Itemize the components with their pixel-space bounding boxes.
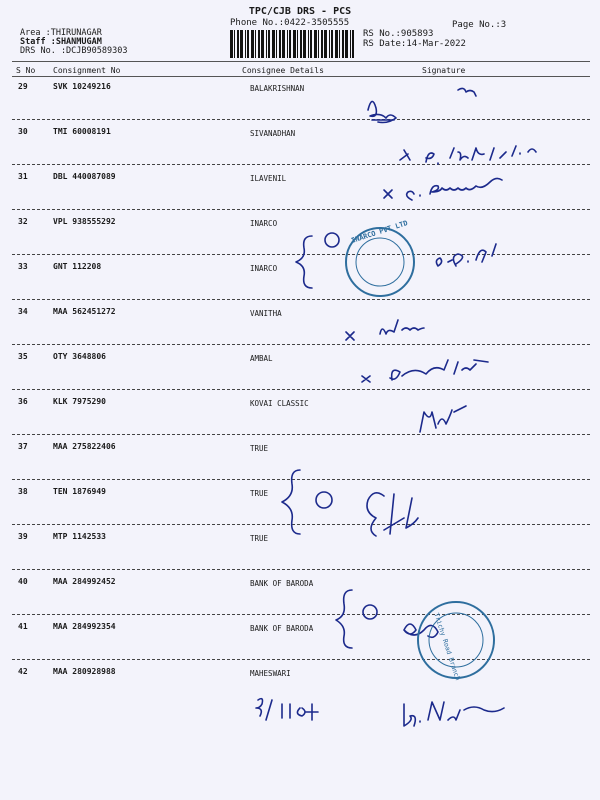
row-consignee-name: BANK OF BARODA [250, 624, 314, 633]
row-consignee-name: TRUE [250, 534, 269, 543]
signature-29 [368, 101, 396, 122]
handwritten-date-42 [256, 699, 318, 720]
row-consignment-number: OTY 3648806 [53, 352, 106, 361]
circled-mark-40 [363, 605, 377, 619]
row-consignment-number: MAA 280928988 [53, 667, 116, 676]
inarco-stamp-text: INARCO PVT LTD [350, 219, 409, 245]
column-header-consignee: Consignee Details [242, 66, 324, 75]
staff-label: Staff :SHANMUGAM [20, 37, 102, 47]
row-consignment-number: GNT 112208 [53, 262, 102, 271]
rs-number: RS No.:905893 [363, 29, 434, 39]
row-consignee-name: VANITHA [250, 309, 282, 318]
row-serial-number: 37 [18, 442, 28, 451]
signature-32-33 [436, 244, 496, 266]
signature-31 [384, 178, 502, 200]
row-serial-number: 40 [18, 577, 28, 586]
row-serial-number: 29 [18, 82, 28, 91]
row-consignment-number: SVK 10249216 [53, 82, 111, 91]
row-serial-number: 38 [18, 487, 28, 496]
row-consignee-name: BANK OF BARODA [250, 579, 314, 588]
row-consignment-number: TMI 60008191 [53, 127, 111, 136]
signature-42 [404, 702, 504, 726]
signature-37-39 [367, 493, 418, 536]
row-consignee-name: SIVANADHAN [250, 129, 296, 138]
column-header-sno: S No [16, 66, 36, 75]
row-serial-number: 32 [18, 217, 28, 226]
page-number: Page No.:3 [452, 20, 507, 30]
row-consignment-number: MAA 275822406 [53, 442, 116, 451]
rs-date: RS Date:14-Mar-2022 [363, 39, 466, 49]
row-consignee-name: BALAKRISHNAN [250, 84, 305, 93]
brace-37-39 [282, 470, 300, 534]
row-consignee-name: AMBAL [250, 354, 273, 363]
row-consignment-number: MAA 284992452 [53, 577, 116, 586]
row-consignment-number: VPL 938555292 [53, 217, 116, 226]
column-header-signature: Signature [422, 66, 466, 75]
row-serial-number: 42 [18, 667, 28, 676]
row-consignment-number: MTP 1142533 [53, 532, 106, 541]
row-consignee-name: TRUE [250, 489, 269, 498]
row-consignment-number: MAA 562451272 [53, 307, 116, 316]
row-consignment-number: KLK 7975290 [53, 397, 106, 406]
row-consignee-name: INARCO [250, 219, 278, 228]
signature-36 [420, 406, 466, 432]
row-serial-number: 31 [18, 172, 28, 181]
bank-stamp-text: Trichy Road Branch [432, 612, 462, 682]
document-title: TPC/CJB DRS - PCS [248, 6, 352, 17]
row-consignee-name: MAHESWARI [250, 669, 291, 678]
row-consignment-number: DBL 440087089 [53, 172, 116, 181]
row-consignment-number: TEN 1876949 [53, 487, 106, 496]
signature-34 [346, 320, 424, 340]
drs-number: DRS No. :DCJB90589303 [20, 46, 128, 56]
row-serial-number: 34 [18, 307, 28, 316]
row-consignment-number: MAA 284992354 [53, 622, 116, 631]
circled-mark-32 [325, 233, 339, 247]
row-serial-number: 30 [18, 127, 28, 136]
row-serial-number: 33 [18, 262, 28, 271]
row-serial-number: 41 [18, 622, 28, 631]
phone-number: Phone No.:0422-3505555 [230, 18, 350, 28]
area-label: Area :THIRUNAGAR [20, 28, 102, 38]
row-serial-number: 35 [18, 352, 28, 361]
row-serial-number: 36 [18, 397, 28, 406]
circled-mark-37 [316, 492, 332, 508]
row-serial-number: 39 [18, 532, 28, 541]
row-consignee-name: KOVAI CLASSIC [250, 399, 309, 408]
signature-29-mark [458, 88, 476, 96]
brace-32-33 [296, 236, 312, 288]
row-consignee-name: ILAVENIL [250, 174, 287, 183]
row-consignee-name: TRUE [250, 444, 269, 453]
signature-30 [400, 146, 536, 164]
column-header-consignment: Consignment No [53, 66, 121, 75]
signature-35 [362, 360, 488, 382]
brace-40-41 [336, 590, 352, 648]
row-consignee-name: INARCO [250, 264, 278, 273]
